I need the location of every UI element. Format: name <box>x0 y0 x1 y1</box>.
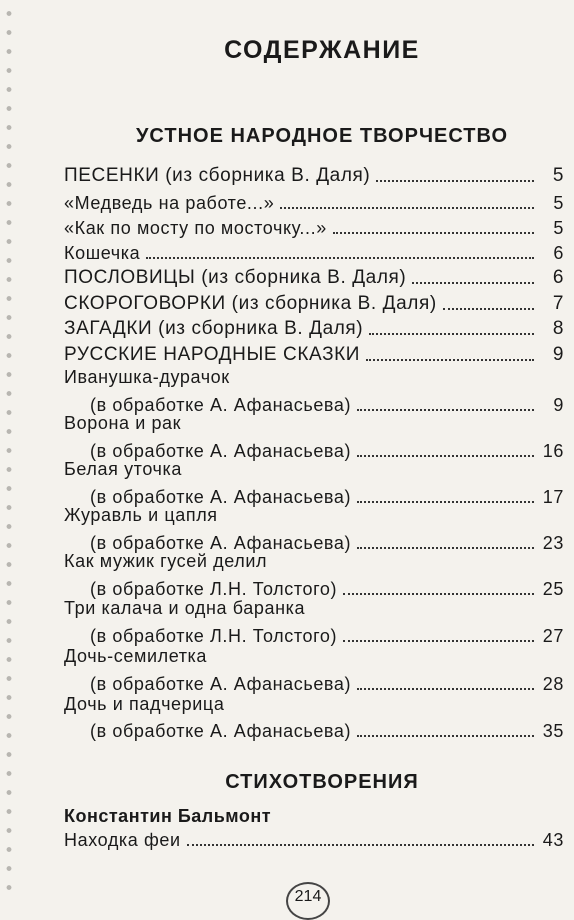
tale-title: Три калача и одна баранка <box>64 598 306 618</box>
toc-entry-page: 7 <box>552 293 564 314</box>
section-title-folk: УСТНОЕ НАРОДНОЕ ТВОРЧЕСТВО <box>135 125 508 147</box>
tale-title: Иванушка-дурачок <box>64 367 230 387</box>
tale-title: Дочь-семилетка <box>64 646 208 666</box>
toc-entry-subtitle: (в обработке А. Афанасьева) <box>90 487 352 507</box>
toc-entry-title: СКОРОГОВОРКИ (из сборника В. Даля) <box>64 293 437 314</box>
dot-leader <box>187 844 534 846</box>
dot-leader <box>369 333 534 335</box>
toc-entry[interactable] <box>64 827 564 851</box>
page-title: СОДЕРЖАНИЕ <box>224 36 420 64</box>
toc-entry-subtitle: (в обработке А. Афанасьева) <box>90 674 352 694</box>
toc-entry-subtitle: (в обработке А. Афанасьева) <box>90 533 352 553</box>
toc-entry-page: 35 <box>542 721 564 741</box>
toc-entry-page: 16 <box>542 441 564 461</box>
toc-entry[interactable] <box>64 240 564 264</box>
toc-entry-title: РУССКИЕ НАРОДНЫЕ СКАЗКИ <box>64 344 361 365</box>
tale-title: Как мужик гусей делил <box>64 551 268 571</box>
dot-leader <box>357 409 534 411</box>
toc-entry-page: 25 <box>542 579 564 599</box>
toc-entry-page: 5 <box>552 165 564 186</box>
dot-leader <box>443 308 534 310</box>
toc-entry-page: 6 <box>553 243 564 263</box>
toc-entry-subtitle: (в обработке Л.Н. Толстого) <box>90 579 338 599</box>
toc-entry-subtitle: (в обработке Л.Н. Толстого) <box>90 626 338 646</box>
dot-leader <box>357 688 534 690</box>
tale-title: Дочь и падчерица <box>64 694 225 714</box>
page-number: 214 <box>286 882 330 920</box>
toc-entry-title: Кошечка <box>64 243 141 263</box>
toc-entry-subtitle: (в обработке А. Афанасьева) <box>90 721 352 741</box>
toc-entry-page: 17 <box>542 487 564 507</box>
dot-leader <box>357 547 534 549</box>
toc-entry-page: 8 <box>552 318 564 339</box>
toc-entry-page: 43 <box>542 830 564 850</box>
toc-entry-page: 9 <box>552 344 564 365</box>
toc-entry[interactable] <box>64 215 564 239</box>
toc-entry[interactable] <box>64 190 564 214</box>
dot-leader <box>343 593 534 595</box>
toc-entry-page: 9 <box>553 395 564 415</box>
dot-leader <box>357 455 534 457</box>
dot-leader <box>343 640 534 642</box>
toc-entry[interactable] <box>64 671 564 695</box>
tale-title: Журавль и цапля <box>64 505 218 525</box>
toc-entry[interactable] <box>64 316 564 340</box>
section-title-poems: СТИХОТВОРЕНИЯ <box>225 771 419 793</box>
toc-entry-page: 5 <box>553 218 564 238</box>
toc-entry-subtitle: (в обработке А. Афанасьева) <box>90 395 352 415</box>
dot-leader <box>412 282 534 284</box>
toc-entry-title: «Медведь на работе...» <box>64 193 275 213</box>
toc-entry[interactable] <box>64 291 564 315</box>
dot-leader <box>366 359 534 361</box>
dot-leader <box>146 257 534 259</box>
dot-leader <box>333 232 534 234</box>
toc-entry-title: «Как по мосту по мосточку...» <box>64 218 327 238</box>
toc-entry-page: 28 <box>542 674 564 694</box>
toc-entry[interactable] <box>64 718 564 742</box>
toc-entry[interactable] <box>64 265 564 289</box>
dot-leader <box>280 207 534 209</box>
dot-leader <box>357 501 534 503</box>
toc-entry-page: 6 <box>552 267 564 288</box>
dot-leader <box>376 180 534 182</box>
toc-entry-title: ПЕСЕНКИ (из сборника В. Даля) <box>64 165 371 186</box>
toc-entry[interactable] <box>64 342 564 366</box>
toc-entry[interactable] <box>64 623 564 647</box>
tale-title: Ворона и рак <box>64 413 182 433</box>
tale-title: Белая уточка <box>64 459 183 479</box>
dot-leader <box>357 735 534 737</box>
toc-entry[interactable] <box>64 163 564 187</box>
toc-entry[interactable] <box>64 576 564 600</box>
toc-entry-subtitle: (в обработке А. Афанасьева) <box>90 441 352 461</box>
toc-entry-page: 27 <box>542 626 564 646</box>
toc-entry-title: Находка феи <box>64 830 181 850</box>
author-heading: Константин Бальмонт <box>64 806 272 826</box>
toc-entry-page: 5 <box>553 193 564 213</box>
toc-entry-title: ЗАГАДКИ (из сборника В. Даля) <box>64 318 364 339</box>
toc-entry-title: ПОСЛОВИЦЫ (из сборника В. Даля) <box>64 267 407 288</box>
toc-entry-page: 23 <box>542 533 564 553</box>
